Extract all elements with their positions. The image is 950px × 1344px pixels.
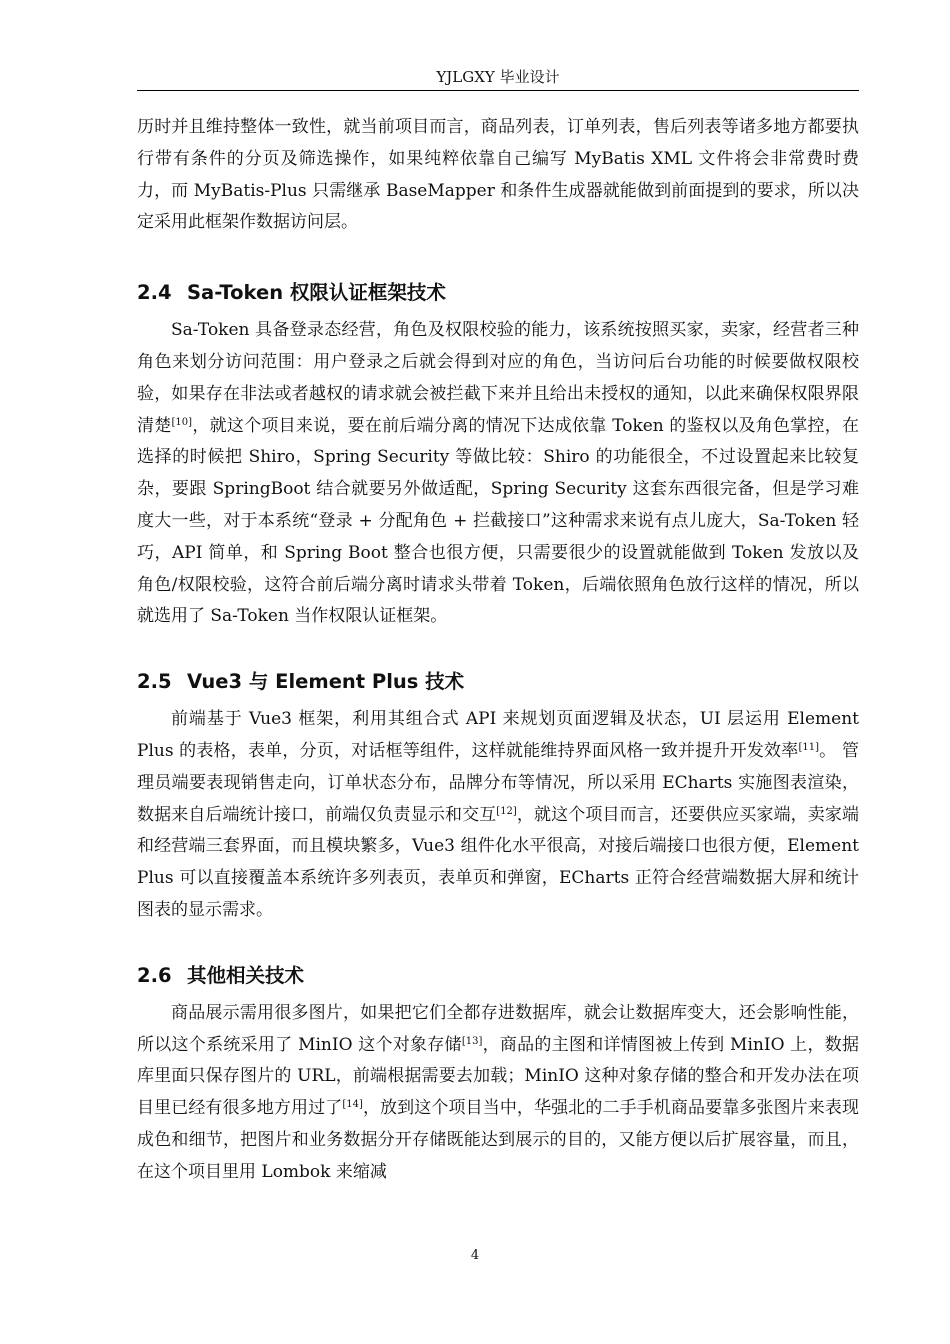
- paragraph-text: ，放到这个项目当中，华强北的二手手机商品要靠多张图片来表现成色和细节，把图片和业务数据分开存储既能达到展示的目的，又能方便以后扩展容量，而且，在这个项目里用 Lombok 来缩减: [137, 1098, 860, 1182]
- section-number: 2.6: [137, 963, 172, 987]
- citation: [11]: [798, 741, 819, 753]
- header-title: YJLGXY 毕业设计: [436, 68, 560, 86]
- paragraph-text: 历时并且维持整体一致性，就当前项目而言，商品列表，订单列表，售后列表等诸多地方都要执行带有条件的分页及筛选操作，如果纯粹依靠自己编写 MyBatis XML 文件将会非常费时费力，而 MyBatis-Plus 只需继承 BaseMapper 和条件生成器就能做到前面提到的要求，所以决定采用此框架作数据访问层。: [137, 117, 859, 233]
- page-footer: [0, 1248, 950, 1264]
- paragraph-continued: [137, 112, 859, 239]
- section-title: Sa-Token 权限认证框架技术: [187, 281, 446, 305]
- section-number: 2.5: [137, 670, 172, 694]
- paragraph-text: 商品展示需用很多图片，如果把它们全都存进数据库，就会让数据库变大，还会影响性能，所以这个系统采用了 MinIO 这个对象存储: [137, 1002, 859, 1055]
- page-number: 4: [470, 1248, 480, 1263]
- page-header: [137, 66, 859, 91]
- section-number: 2.4: [137, 281, 172, 305]
- paragraph-text: 前端基于 Vue3 框架，利用其组合式 API 来规划页面逻辑及状态，UI 层运用 Element Plus 的表格，表单，分页，对话框等组件，这样就能维持界面风格一致并提升开发效率: [137, 709, 859, 761]
- section-title: Vue3 与 Element Plus 技术: [187, 670, 465, 694]
- paragraph-sa-token: [137, 315, 859, 633]
- paragraph-vue3: [137, 704, 859, 927]
- paragraph-text: ，就这个项目而言，还要供应买家端，卖家端和经营端三套界面，而且模块繁多，Vue3 组件化水平很高，对接后端接口也很方便，Element Plus 可以直接覆盖本系统许多列表页，表单页和弹窗，ECharts 正符合经营端数据大屏和统计图表的显示需求。: [137, 804, 860, 920]
- paragraph-text: ，就这个项目来说，要在前后端分离的情况下达成依靠 Token 的鉴权以及角色掌控，在选择的时候把 Shiro，Spring Security 等做比较：Shiro 的功能很全，不过设置起来比较复杂，要跟 SpringBoot 结合就要另外做适配，Spring Security 这套东西很完备，但是学习难度大一些，对于本系统“登录 + 分配角色 + 拦截接口”这种需求来说有点儿庞大，Sa-Token 轻巧，API 简单，和 Spring Boot 整合也很方便，只需要很少的设置就能做到 Token 发放以及角色/权限校验，这符合前后端分离时请求头带着 Token，后端依照角色放行这样的情况，所以就选用了 Sa-Token 当作权限认证框架。: [137, 415, 860, 627]
- paragraph-other-tech: [137, 998, 859, 1189]
- paragraph-text: 。 管理员端要表现销售走向，订单状态分布，品牌分布等情况，所以采用 ECharts 实施图表渲染，数据来自后端统计接口，前端仅负责显示和交互: [137, 740, 859, 825]
- section-title: 其他相关技术: [187, 963, 305, 987]
- citation: [14]: [342, 1099, 363, 1111]
- paragraph-text: Sa-Token 具备登录态经营，角色及权限校验的能力，该系统按照买家，卖家，经营者三种角色来划分访问范围：用户登录之后就会得到对应的角色，当访问后台功能的时候要做权限校验，如果存在非法或者越权的请求就会被拦截下来并且给出未授权的通知，以此来确保权限界限清楚: [137, 320, 859, 436]
- section-heading-2-4: [137, 278, 859, 308]
- paragraph-text: ，商品的主图和详情图被上传到 MinIO 上，数据库里面只保存图片的 URL，前端根据需要去加载；MinIO 这种对象存储的整合和开发办法在项目里已经有很多地方用过了: [137, 1034, 859, 1119]
- section-heading-2-5: [137, 667, 859, 697]
- citation: [13]: [461, 1035, 483, 1047]
- citation: [10]: [171, 416, 193, 428]
- section-heading-2-6: [137, 961, 859, 991]
- citation: [12]: [496, 805, 517, 817]
- document-body: [137, 112, 859, 1189]
